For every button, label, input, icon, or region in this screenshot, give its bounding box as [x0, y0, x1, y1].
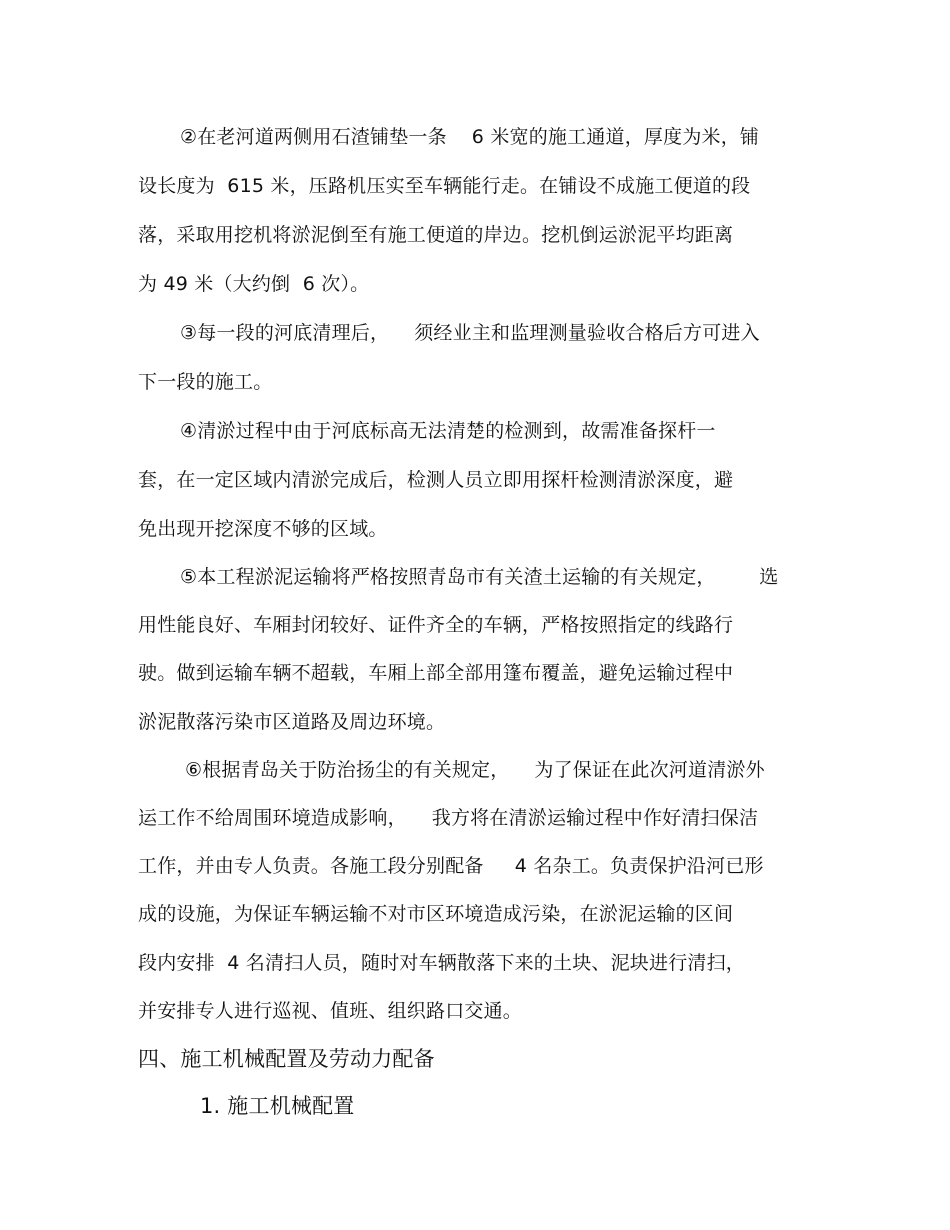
paragraph-3-line-1: ③每一段的河底清理后， 须经业主和监理测量验收合格后方可进入	[180, 322, 760, 344]
subsection-heading: 1. 施工机械配置	[200, 1094, 355, 1118]
paragraph-5-line-2: 用性能良好、车厢封闭较好、证件齐全的车辆，严格按照指定的线路行	[138, 614, 734, 636]
paragraph-4-line-3: 免出现开挖深度不够的区域。	[138, 518, 388, 540]
paragraph-6-line-4: 成的设施，为保证车辆运输不对市区环境造成污染，在淤泥运输的区间	[138, 903, 734, 925]
paragraph-5-line-1: ⑤本工程淤泥运输将严格按照青岛市有关渣土运输的有关规定， 选	[180, 566, 779, 588]
paragraph-5-line-3: 驶。做到运输车辆不超载，车厢上部全部用篷布覆盖，避免运输过程中	[138, 662, 734, 684]
paragraph-5-line-4: 淤泥散落污染市区道路及周边环境。	[138, 711, 446, 733]
paragraph-6-line-5: 段内安排 4 名清扫人员，随时对车辆散落下来的土块、泥块进行清扫，	[138, 952, 746, 974]
paragraph-3-line-2: 下一段的施工。	[138, 371, 273, 393]
section-heading: 四、施工机械配置及劳动力配备	[138, 1047, 435, 1071]
paragraph-6-line-2: 运工作不给周围环境造成影响， 我方将在清淤运输过程中作好清扫保洁	[138, 807, 759, 829]
paragraph-4-line-2: 套，在一定区域内清淤完成后，检测人员立即用探杆检测清淤深度，避	[138, 469, 734, 491]
paragraph-2-line-3: 落，采取用挖机将淤泥倒至有施工便道的岸边。挖机倒运淤泥平均距离	[138, 224, 734, 246]
paragraph-4-line-1: ④清淤过程中由于河底标高无法清楚的检测到，故需准备探杆一	[180, 420, 716, 442]
paragraph-2-line-4: 为 49 米（大约倒 6 次）。	[138, 273, 370, 295]
paragraph-2-line-2: 设长度为 615 米，压路机压实至车辆能行走。在铺设不成施工便道的段	[138, 175, 751, 197]
paragraph-6-line-6: 并安排专人进行巡视、值班、组织路口交通。	[138, 1000, 523, 1022]
paragraph-2-line-1: ②在老河道两侧用石渣铺垫一条 6 米宽的施工通道，厚度为米，铺	[180, 126, 760, 148]
paragraph-6-line-1: ⑥根据青岛关于防治扬尘的有关规定， 为了保证在此次河道清淤外	[185, 759, 765, 781]
paragraph-6-line-3: 工作，并由专人负责。各施工段分别配备 4 名杂工。负责保护沿河已形	[138, 855, 764, 877]
